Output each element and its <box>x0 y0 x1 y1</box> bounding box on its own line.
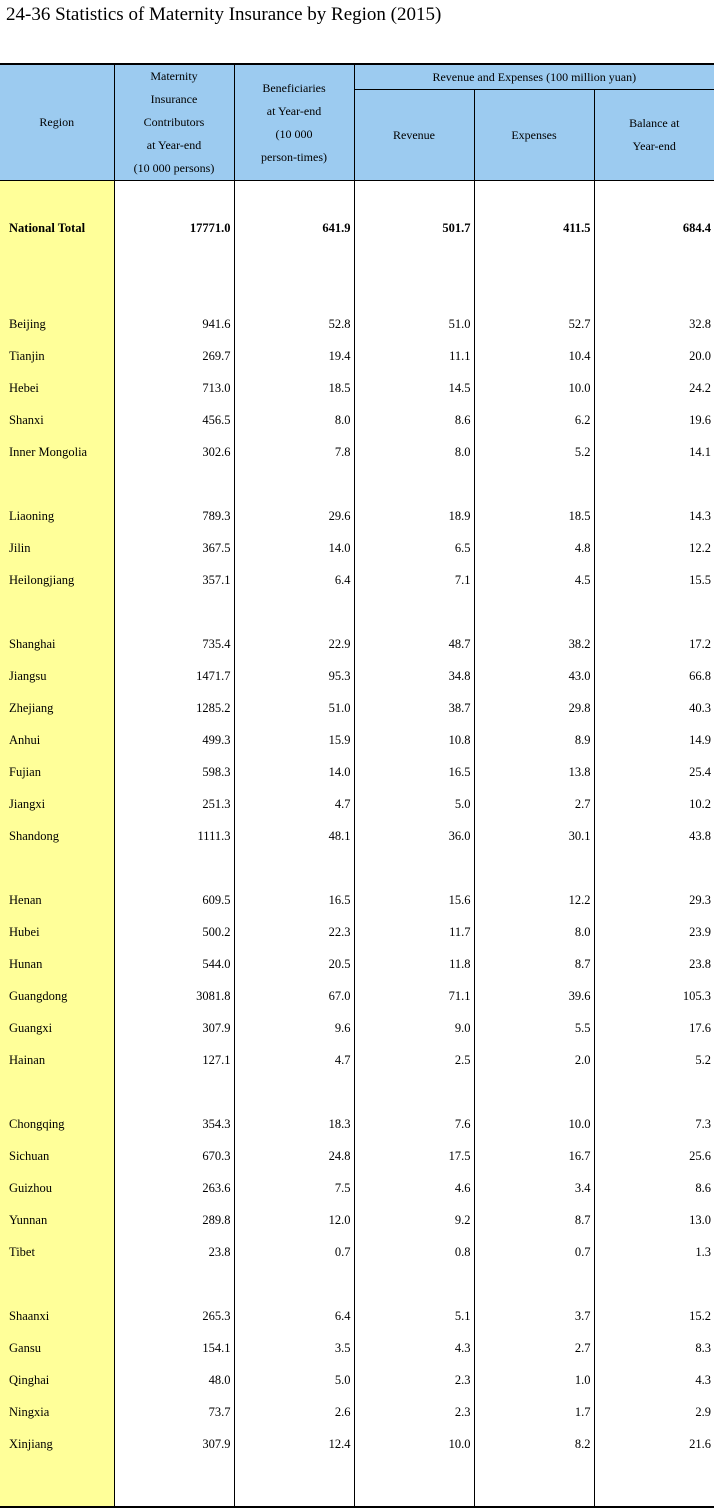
revenue-cell: 10.0 <box>354 1428 474 1460</box>
beneficiaries-cell: 19.4 <box>234 340 354 372</box>
revenue-cell: 15.6 <box>354 884 474 916</box>
table-row <box>0 788 714 820</box>
expenses-cell: 18.5 <box>474 500 594 532</box>
balance-cell: 15.2 <box>594 1300 714 1332</box>
balance-cell: 17.2 <box>594 628 714 660</box>
beneficiaries-cell: 67.0 <box>234 980 354 1012</box>
table-row <box>0 1364 714 1396</box>
region-cell <box>0 596 114 628</box>
balance-cell: 14.1 <box>594 436 714 468</box>
balance-cell: 40.3 <box>594 692 714 724</box>
expenses-cell: 1.0 <box>474 1364 594 1396</box>
expenses-cell: 3.7 <box>474 1300 594 1332</box>
balance-cell: 17.6 <box>594 1012 714 1044</box>
balance-cell: 66.8 <box>594 660 714 692</box>
revenue-cell: 17.5 <box>354 1140 474 1172</box>
expenses-cell: 1.7 <box>474 1396 594 1428</box>
balance-cell: 29.3 <box>594 884 714 916</box>
empty-cell <box>594 1076 714 1108</box>
balance-cell: 43.8 <box>594 820 714 852</box>
beneficiaries-cell: 4.7 <box>234 1044 354 1076</box>
beneficiaries-cell: 14.0 <box>234 532 354 564</box>
region-cell: National Total <box>0 181 114 277</box>
contributors-cell: 307.9 <box>114 1428 234 1460</box>
balance-cell: 14.3 <box>594 500 714 532</box>
balance-cell: 12.2 <box>594 532 714 564</box>
empty-cell <box>234 852 354 884</box>
expenses-cell: 39.6 <box>474 980 594 1012</box>
table-row <box>0 916 714 948</box>
table-row <box>0 948 714 980</box>
contributors-cell: 302.6 <box>114 436 234 468</box>
expenses-cell: 2.0 <box>474 1044 594 1076</box>
table-row <box>0 340 714 372</box>
region-cell: Zhejiang <box>0 692 114 724</box>
empty-cell <box>114 276 234 308</box>
table-header <box>0 64 714 181</box>
balance-cell: 4.3 <box>594 1364 714 1396</box>
revenue-cell: 8.6 <box>354 404 474 436</box>
contributors-cell: 713.0 <box>114 372 234 404</box>
stats-table <box>0 63 714 1508</box>
revenue-cell: 38.7 <box>354 692 474 724</box>
beneficiaries-cell: 16.5 <box>234 884 354 916</box>
contributors-cell: 456.5 <box>114 404 234 436</box>
empty-cell <box>474 1268 594 1300</box>
beneficiaries-cell: 29.6 <box>234 500 354 532</box>
contributors-cell: 544.0 <box>114 948 234 980</box>
expenses-cell: 2.7 <box>474 788 594 820</box>
header-contributors-line: Maternity <box>115 65 234 88</box>
contributors-cell: 500.2 <box>114 916 234 948</box>
revenue-cell: 7.6 <box>354 1108 474 1140</box>
region-cell: Inner Mongolia <box>0 436 114 468</box>
table-row <box>0 1204 714 1236</box>
balance-cell: 13.0 <box>594 1204 714 1236</box>
revenue-cell: 4.3 <box>354 1332 474 1364</box>
empty-cell <box>234 468 354 500</box>
header-region: Region <box>0 64 114 181</box>
expenses-cell: 0.7 <box>474 1236 594 1268</box>
header-contributors-line: Insurance <box>115 88 234 111</box>
region-cell: Jiangxi <box>0 788 114 820</box>
region-cell: Hainan <box>0 1044 114 1076</box>
contributors-cell: 499.3 <box>114 724 234 756</box>
expenses-cell: 8.2 <box>474 1428 594 1460</box>
header-expenses: Expenses <box>474 90 594 181</box>
balance-cell: 19.6 <box>594 404 714 436</box>
region-cell: Sichuan <box>0 1140 114 1172</box>
region-cell: Shandong <box>0 820 114 852</box>
revenue-cell: 11.7 <box>354 916 474 948</box>
beneficiaries-cell: 95.3 <box>234 660 354 692</box>
header-beneficiaries-line: (10 000 <box>235 123 354 146</box>
region-cell: Gansu <box>0 1332 114 1364</box>
beneficiaries-cell: 8.0 <box>234 404 354 436</box>
region-cell <box>0 852 114 884</box>
beneficiaries-cell: 6.4 <box>234 1300 354 1332</box>
table-row <box>0 436 714 468</box>
empty-cell <box>474 276 594 308</box>
beneficiaries-cell: 52.8 <box>234 308 354 340</box>
spacer-row <box>0 1268 714 1300</box>
table-row <box>0 1236 714 1268</box>
revenue-cell: 11.8 <box>354 948 474 980</box>
expenses-cell: 10.0 <box>474 372 594 404</box>
expenses-cell: 12.2 <box>474 884 594 916</box>
region-cell: Chongqing <box>0 1108 114 1140</box>
region-cell: Jilin <box>0 532 114 564</box>
beneficiaries-cell: 7.8 <box>234 436 354 468</box>
table-row <box>0 404 714 436</box>
revenue-cell: 5.1 <box>354 1300 474 1332</box>
header-contributors-line: at Year-end <box>115 134 234 157</box>
empty-cell <box>114 1268 234 1300</box>
table-row <box>0 756 714 788</box>
region-cell: Hebei <box>0 372 114 404</box>
table-row <box>0 564 714 596</box>
expenses-cell: 13.8 <box>474 756 594 788</box>
empty-cell <box>354 596 474 628</box>
region-cell <box>0 276 114 308</box>
empty-cell <box>354 468 474 500</box>
expenses-cell: 4.5 <box>474 564 594 596</box>
empty-cell <box>354 276 474 308</box>
beneficiaries-cell: 22.3 <box>234 916 354 948</box>
header-contributors <box>114 64 234 181</box>
contributors-cell: 609.5 <box>114 884 234 916</box>
beneficiaries-cell: 3.5 <box>234 1332 354 1364</box>
contributors-cell: 154.1 <box>114 1332 234 1364</box>
empty-cell <box>474 1076 594 1108</box>
balance-cell: 1.3 <box>594 1236 714 1268</box>
contributors-cell: 307.9 <box>114 1012 234 1044</box>
contributors-cell: 789.3 <box>114 500 234 532</box>
expenses-cell: 8.9 <box>474 724 594 756</box>
table-row <box>0 884 714 916</box>
revenue-cell: 16.5 <box>354 756 474 788</box>
balance-cell: 7.3 <box>594 1108 714 1140</box>
contributors-cell: 289.8 <box>114 1204 234 1236</box>
region-cell: Beijing <box>0 308 114 340</box>
contributors-cell: 265.3 <box>114 1300 234 1332</box>
balance-cell: 25.6 <box>594 1140 714 1172</box>
expenses-cell: 3.4 <box>474 1172 594 1204</box>
beneficiaries-cell: 12.0 <box>234 1204 354 1236</box>
beneficiaries-cell: 2.6 <box>234 1396 354 1428</box>
contributors-cell: 1471.7 <box>114 660 234 692</box>
region-cell <box>0 1460 114 1507</box>
expenses-cell: 30.1 <box>474 820 594 852</box>
region-cell: Fujian <box>0 756 114 788</box>
table-row <box>0 1012 714 1044</box>
contributors-cell: 3081.8 <box>114 980 234 1012</box>
empty-cell <box>114 1076 234 1108</box>
table-row <box>0 1140 714 1172</box>
contributors-cell: 670.3 <box>114 1140 234 1172</box>
region-cell <box>0 468 114 500</box>
contributors-cell: 1111.3 <box>114 820 234 852</box>
empty-cell <box>354 1268 474 1300</box>
revenue-cell: 0.8 <box>354 1236 474 1268</box>
table-row <box>0 1300 714 1332</box>
expenses-cell: 38.2 <box>474 628 594 660</box>
revenue-cell: 9.0 <box>354 1012 474 1044</box>
revenue-cell: 14.5 <box>354 372 474 404</box>
region-cell: Hubei <box>0 916 114 948</box>
balance-cell: 32.8 <box>594 308 714 340</box>
revenue-cell: 71.1 <box>354 980 474 1012</box>
header-balance <box>594 90 714 181</box>
region-cell: Ningxia <box>0 1396 114 1428</box>
beneficiaries-cell: 18.5 <box>234 372 354 404</box>
expenses-cell: 6.2 <box>474 404 594 436</box>
region-cell: Henan <box>0 884 114 916</box>
balance-cell: 23.8 <box>594 948 714 980</box>
empty-cell <box>474 596 594 628</box>
revenue-cell: 2.3 <box>354 1396 474 1428</box>
spacer-row <box>0 276 714 308</box>
beneficiaries-cell: 20.5 <box>234 948 354 980</box>
contributors-cell: 127.1 <box>114 1044 234 1076</box>
expenses-cell: 2.7 <box>474 1332 594 1364</box>
expenses-cell: 10.0 <box>474 1108 594 1140</box>
contributors-cell: 354.3 <box>114 1108 234 1140</box>
region-cell: Anhui <box>0 724 114 756</box>
beneficiaries-cell: 9.6 <box>234 1012 354 1044</box>
header-beneficiaries <box>234 64 354 181</box>
contributors-cell: 73.7 <box>114 1396 234 1428</box>
header-beneficiaries-line: person-times) <box>235 146 354 169</box>
region-cell: Xinjiang <box>0 1428 114 1460</box>
contributors-cell: 1285.2 <box>114 692 234 724</box>
beneficiaries-cell: 5.0 <box>234 1364 354 1396</box>
balance-cell: 24.2 <box>594 372 714 404</box>
table-row <box>0 308 714 340</box>
beneficiaries-cell: 51.0 <box>234 692 354 724</box>
revenue-cell: 5.0 <box>354 788 474 820</box>
revenue-cell: 2.3 <box>354 1364 474 1396</box>
empty-cell <box>114 1460 234 1507</box>
table-row <box>0 660 714 692</box>
table-row <box>0 372 714 404</box>
revenue-cell: 6.5 <box>354 532 474 564</box>
region-cell: Tibet <box>0 1236 114 1268</box>
balance-cell: 25.4 <box>594 756 714 788</box>
empty-cell <box>354 1076 474 1108</box>
region-cell <box>0 1268 114 1300</box>
table-row <box>0 1428 714 1460</box>
balance-cell: 5.2 <box>594 1044 714 1076</box>
revenue-cell: 10.8 <box>354 724 474 756</box>
table-row <box>0 532 714 564</box>
balance-cell: 8.3 <box>594 1332 714 1364</box>
table-row <box>0 692 714 724</box>
header-contributors-line: (10 000 persons) <box>115 157 234 180</box>
empty-cell <box>474 468 594 500</box>
region-cell: Qinghai <box>0 1364 114 1396</box>
region-cell: Guangxi <box>0 1012 114 1044</box>
balance-cell: 8.6 <box>594 1172 714 1204</box>
empty-cell <box>594 1460 714 1507</box>
beneficiaries-cell: 48.1 <box>234 820 354 852</box>
expenses-cell: 5.5 <box>474 1012 594 1044</box>
revenue-cell: 18.9 <box>354 500 474 532</box>
balance-cell: 105.3 <box>594 980 714 1012</box>
empty-cell <box>594 1268 714 1300</box>
expenses-cell: 8.7 <box>474 1204 594 1236</box>
empty-cell <box>594 852 714 884</box>
table-row-national-total <box>0 181 714 277</box>
beneficiaries-cell: 0.7 <box>234 1236 354 1268</box>
bottom-padding-row <box>0 1460 714 1507</box>
stats-table-container <box>0 63 714 1508</box>
revenue-cell: 7.1 <box>354 564 474 596</box>
beneficiaries-cell: 4.7 <box>234 788 354 820</box>
balance-cell: 23.9 <box>594 916 714 948</box>
region-cell: Jiangsu <box>0 660 114 692</box>
spacer-row <box>0 468 714 500</box>
revenue-cell: 2.5 <box>354 1044 474 1076</box>
empty-cell <box>234 276 354 308</box>
expenses-cell: 43.0 <box>474 660 594 692</box>
empty-cell <box>234 596 354 628</box>
table-row <box>0 1044 714 1076</box>
expenses-cell: 29.8 <box>474 692 594 724</box>
table-row <box>0 724 714 756</box>
contributors-cell: 23.8 <box>114 1236 234 1268</box>
balance-cell: 2.9 <box>594 1396 714 1428</box>
table-row <box>0 820 714 852</box>
empty-cell <box>234 1460 354 1507</box>
empty-cell <box>474 852 594 884</box>
table-row <box>0 1172 714 1204</box>
balance-cell: 684.4 <box>594 181 714 277</box>
header-balance-line: Year-end <box>595 135 714 158</box>
region-cell: Liaoning <box>0 500 114 532</box>
region-cell <box>0 1076 114 1108</box>
beneficiaries-cell: 14.0 <box>234 756 354 788</box>
header-contributors-line: Contributors <box>115 111 234 134</box>
page-title: 24-36 Statistics of Maternity Insurance by Region (2015) <box>6 4 441 26</box>
table-row <box>0 500 714 532</box>
empty-cell <box>354 1460 474 1507</box>
empty-cell <box>234 1076 354 1108</box>
contributors-cell: 269.7 <box>114 340 234 372</box>
expenses-cell: 8.7 <box>474 948 594 980</box>
region-cell: Shaanxi <box>0 1300 114 1332</box>
table-row <box>0 980 714 1012</box>
expenses-cell: 4.8 <box>474 532 594 564</box>
empty-cell <box>474 1460 594 1507</box>
expenses-cell: 5.2 <box>474 436 594 468</box>
beneficiaries-cell: 18.3 <box>234 1108 354 1140</box>
region-cell: Guizhou <box>0 1172 114 1204</box>
contributors-cell: 367.5 <box>114 532 234 564</box>
table-body <box>0 181 714 1508</box>
header-beneficiaries-line: Beneficiaries <box>235 77 354 100</box>
contributors-cell: 598.3 <box>114 756 234 788</box>
empty-cell <box>594 468 714 500</box>
balance-cell: 15.5 <box>594 564 714 596</box>
revenue-cell: 34.8 <box>354 660 474 692</box>
region-cell: Tianjin <box>0 340 114 372</box>
balance-cell: 21.6 <box>594 1428 714 1460</box>
balance-cell: 14.9 <box>594 724 714 756</box>
empty-cell <box>354 852 474 884</box>
empty-cell <box>594 596 714 628</box>
beneficiaries-cell: 7.5 <box>234 1172 354 1204</box>
spacer-row <box>0 596 714 628</box>
revenue-cell: 11.1 <box>354 340 474 372</box>
balance-cell: 20.0 <box>594 340 714 372</box>
revenue-cell: 4.6 <box>354 1172 474 1204</box>
region-cell: Heilongjiang <box>0 564 114 596</box>
empty-cell <box>594 276 714 308</box>
revenue-cell: 9.2 <box>354 1204 474 1236</box>
beneficiaries-cell: 12.4 <box>234 1428 354 1460</box>
expenses-cell: 52.7 <box>474 308 594 340</box>
empty-cell <box>114 468 234 500</box>
contributors-cell: 357.1 <box>114 564 234 596</box>
beneficiaries-cell: 22.9 <box>234 628 354 660</box>
expenses-cell: 10.4 <box>474 340 594 372</box>
region-cell: Shanghai <box>0 628 114 660</box>
region-cell: Shanxi <box>0 404 114 436</box>
header-revenue-expenses-group: Revenue and Expenses (100 million yuan) <box>354 64 714 90</box>
beneficiaries-cell: 15.9 <box>234 724 354 756</box>
region-cell: Guangdong <box>0 980 114 1012</box>
header-revenue: Revenue <box>354 90 474 181</box>
revenue-cell: 8.0 <box>354 436 474 468</box>
contributors-cell: 17771.0 <box>114 181 234 277</box>
spacer-row <box>0 1076 714 1108</box>
contributors-cell: 251.3 <box>114 788 234 820</box>
region-cell: Yunnan <box>0 1204 114 1236</box>
contributors-cell: 941.6 <box>114 308 234 340</box>
expenses-cell: 8.0 <box>474 916 594 948</box>
table-row <box>0 1396 714 1428</box>
beneficiaries-cell: 641.9 <box>234 181 354 277</box>
header-balance-line: Balance at <box>595 112 714 135</box>
empty-cell <box>234 1268 354 1300</box>
contributors-cell: 48.0 <box>114 1364 234 1396</box>
header-beneficiaries-line: at Year-end <box>235 100 354 123</box>
beneficiaries-cell: 6.4 <box>234 564 354 596</box>
revenue-cell: 51.0 <box>354 308 474 340</box>
table-row <box>0 1332 714 1364</box>
table-row <box>0 1108 714 1140</box>
empty-cell <box>114 852 234 884</box>
revenue-cell: 36.0 <box>354 820 474 852</box>
contributors-cell: 735.4 <box>114 628 234 660</box>
balance-cell: 10.2 <box>594 788 714 820</box>
empty-cell <box>114 596 234 628</box>
revenue-cell: 501.7 <box>354 181 474 277</box>
revenue-cell: 48.7 <box>354 628 474 660</box>
table-row <box>0 628 714 660</box>
beneficiaries-cell: 24.8 <box>234 1140 354 1172</box>
contributors-cell: 263.6 <box>114 1172 234 1204</box>
spacer-row <box>0 852 714 884</box>
region-cell: Hunan <box>0 948 114 980</box>
expenses-cell: 411.5 <box>474 181 594 277</box>
expenses-cell: 16.7 <box>474 1140 594 1172</box>
